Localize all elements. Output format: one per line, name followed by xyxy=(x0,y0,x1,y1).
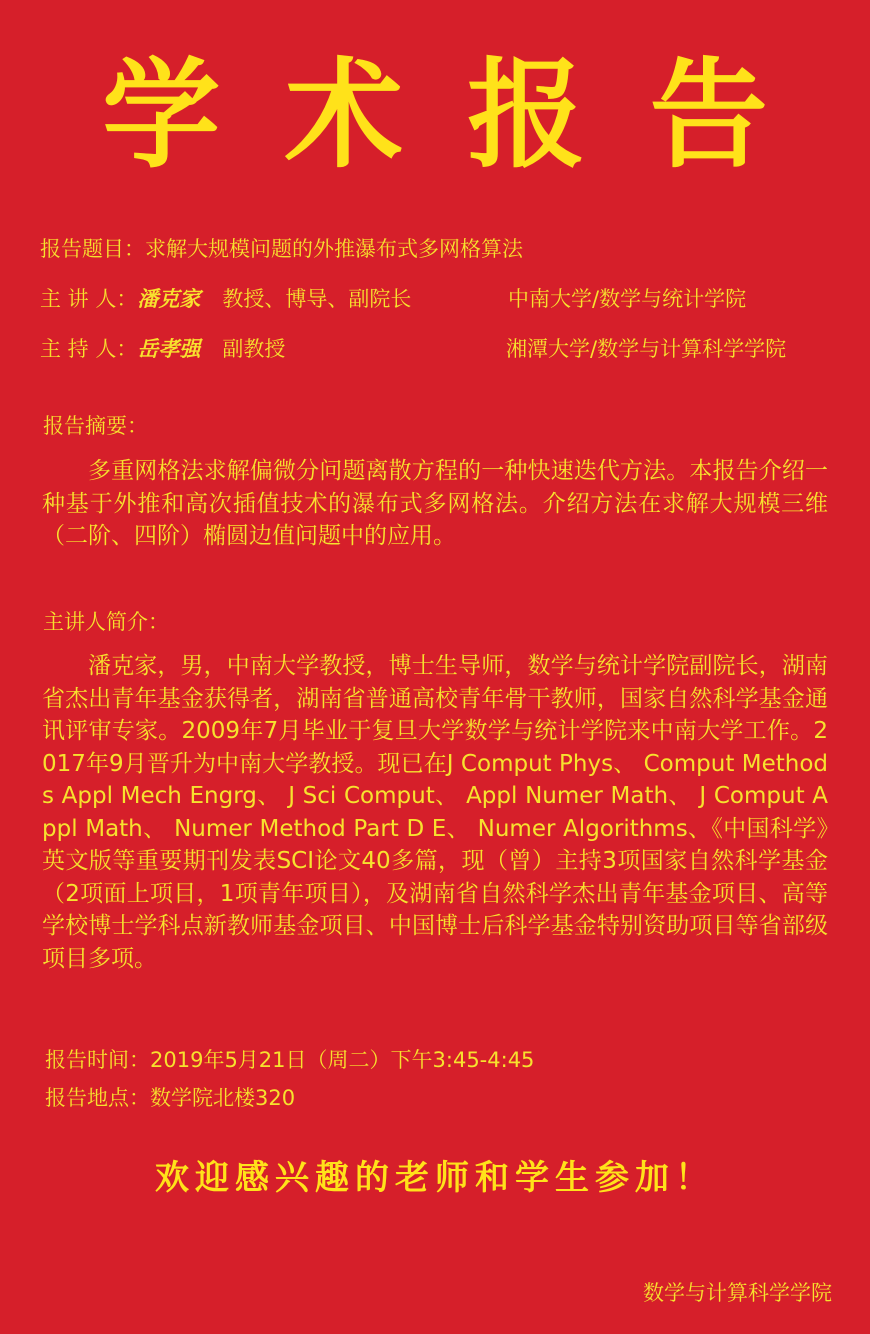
title-char-1: 学 xyxy=(102,45,221,184)
welcome-message: 欢迎感兴趣的老师和学生参加！ xyxy=(155,1158,715,1198)
report-place: 报告地点：数学院北楼320 xyxy=(45,1086,296,1110)
topic-text: 求解大规模问题的外推瀑布式多网格算法 xyxy=(145,237,523,261)
host-name: 岳孝强 xyxy=(137,336,201,361)
host-row xyxy=(40,333,787,363)
title-char-3: 报 xyxy=(467,45,586,184)
abstract-text: 多重网格法求解偏微分问题离散方程的一种快速迭代方法。本报告介绍一种基于外推和高次插值技术的瀑布式多网格法。介绍方法在求解大规模三维（二阶、四阶）椭圆边值问题中的应用。 xyxy=(42,458,828,549)
report-time: 报告时间：2019年5月21日（周二）下午3:45-4:45 xyxy=(45,1048,535,1072)
host-title: 副教授 xyxy=(222,337,286,361)
speaker-name: 潘克家 xyxy=(137,286,201,311)
footer-organizer: 数学与计算科学学院 xyxy=(643,1281,832,1305)
title-char-2: 术 xyxy=(284,45,403,184)
speaker-titles: 教授、博导、副院长 xyxy=(222,287,412,311)
host-affiliation: 湘潭大学/数学与计算科学学院 xyxy=(506,337,787,361)
host-label: 主 持 人： xyxy=(40,337,138,361)
topic-row xyxy=(40,233,523,263)
title-char-4: 告 xyxy=(649,45,768,184)
poster-title xyxy=(0,40,870,190)
topic-label: 报告题目： xyxy=(40,237,145,261)
speaker-affiliation: 中南大学/数学与统计学院 xyxy=(508,287,747,311)
bio-heading: 主讲人简介： xyxy=(43,610,169,634)
speaker-label: 主 讲 人： xyxy=(40,287,138,311)
abstract-heading: 报告摘要： xyxy=(43,414,148,438)
speaker-row xyxy=(40,283,747,313)
bio-text: 潘克家，男，中南大学教授，博士生导师，数学与统计学院副院长，湖南省杰出青年基金获得者，湖南省普通高校青年骨干教师，国家自然科学基金通讯评审专家。2009年7月毕业于复旦大学数学与统计学院来中南大学工作。2017年9月晋升为中南大学教授。现已在J Comput Phys、 Comput Methods Appl Mech Engrg、 J Sci Comput、 Appl Numer Math、 J Comput Appl Math、 Numer Method Part D E、 Numer Algorithms、《中国科学》英文版等重要期刊发表SCI论文40多篇，现（曾）主持3项国家自然科学基金（2项面上项目，1项青年项目），及湖南省自然科学杰出青年基金项目、高等学校博士学科点新教师基金项目、中国博士后科学基金特别资助项目等省部级项目多项。 xyxy=(42,653,828,972)
